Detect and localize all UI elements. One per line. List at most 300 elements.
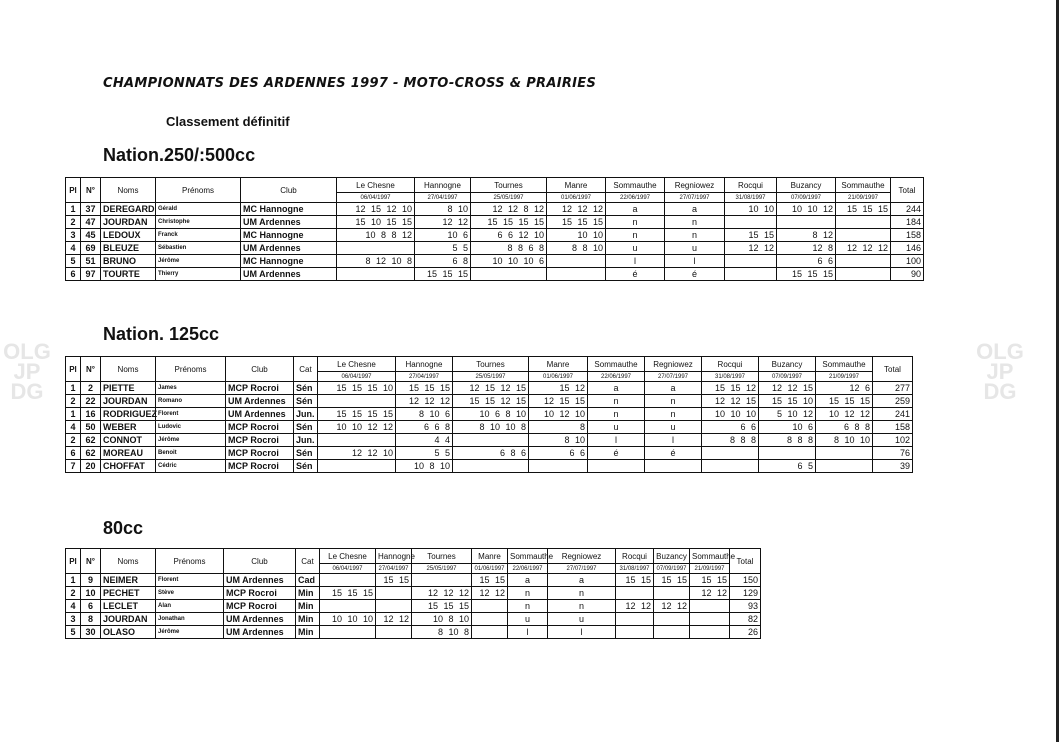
name-cell: JOURDAN: [101, 395, 156, 408]
column-header: Hannogne: [415, 178, 471, 193]
firstname-cell: Jonathan: [156, 613, 224, 626]
place-cell: 3: [66, 613, 81, 626]
number-cell: 20: [81, 460, 101, 473]
points-cell: a: [645, 382, 702, 395]
points-cell: [471, 268, 547, 281]
points-cell: 8 8 8: [759, 434, 816, 447]
document-subtitle: Classement définitif: [166, 114, 290, 129]
column-header: Noms: [101, 357, 156, 382]
column-header: Manre: [529, 357, 588, 372]
points-cell: [616, 587, 654, 600]
column-header: Total: [891, 178, 924, 203]
club-cell: UM Ardennes: [224, 626, 296, 639]
points-cell: [816, 460, 873, 473]
points-cell: [690, 626, 730, 639]
points-cell: 10 10: [547, 229, 606, 242]
total-cell: 146: [891, 242, 924, 255]
column-header: Pl: [66, 549, 81, 574]
column-header: Le Chesne: [318, 357, 396, 372]
points-cell: [690, 600, 730, 613]
number-cell: 45: [81, 229, 101, 242]
points-cell: [412, 574, 472, 587]
points-cell: 15 15 15 10: [318, 382, 396, 395]
firstname-cell: Florent: [156, 574, 224, 587]
event-date: 22/06/1997: [588, 372, 645, 382]
points-cell: [702, 460, 759, 473]
place-cell: 2: [66, 216, 81, 229]
points-cell: [547, 268, 606, 281]
points-cell: 15 15 15: [836, 203, 891, 216]
place-cell: 1: [66, 408, 81, 421]
points-cell: [588, 460, 645, 473]
place-cell: 4: [66, 242, 81, 255]
column-header: Tournes: [453, 357, 529, 372]
points-cell: a: [548, 574, 616, 587]
points-cell: n: [508, 600, 548, 613]
category-cell: Jun.: [294, 408, 318, 421]
number-cell: 37: [81, 203, 101, 216]
points-cell: [654, 626, 690, 639]
points-cell: 15 10 15 15: [337, 216, 415, 229]
name-cell: LEDOUX: [101, 229, 156, 242]
number-cell: 50: [81, 421, 101, 434]
points-cell: 15 15: [616, 574, 654, 587]
column-header: Sommauthe: [816, 357, 873, 372]
column-header: Cat: [296, 549, 320, 574]
name-cell: CHOFFAT: [101, 460, 156, 473]
firstname-cell: Romano: [156, 395, 226, 408]
category-cell: Sén: [294, 447, 318, 460]
place-cell: 3: [66, 229, 81, 242]
points-cell: 6 8 8: [816, 421, 873, 434]
points-cell: [320, 626, 376, 639]
points-cell: [318, 460, 396, 473]
place-cell: 4: [66, 600, 81, 613]
header-row: [66, 357, 913, 372]
points-cell: 8: [529, 421, 588, 434]
column-header: Hannogne: [376, 549, 412, 564]
club-cell: MC Hannogne: [241, 203, 337, 216]
points-cell: l: [548, 626, 616, 639]
points-cell: 15 15 15: [396, 382, 453, 395]
points-cell: [702, 447, 759, 460]
points-cell: 12 12: [616, 600, 654, 613]
name-cell: TOURTE: [101, 268, 156, 281]
points-cell: [472, 626, 508, 639]
column-header: Manre: [472, 549, 508, 564]
number-cell: 30: [81, 626, 101, 639]
points-cell: n: [606, 229, 665, 242]
points-cell: 12 12 12: [396, 395, 453, 408]
points-cell: 12 15 12 10: [337, 203, 415, 216]
points-cell: [836, 255, 891, 268]
club-cell: UM Ardennes: [224, 613, 296, 626]
total-cell: 76: [873, 447, 913, 460]
table-row: [66, 395, 913, 408]
event-date: 21/09/1997: [836, 193, 891, 203]
points-cell: 10 12 10: [529, 408, 588, 421]
points-cell: l: [645, 434, 702, 447]
name-cell: JOURDAN: [101, 613, 156, 626]
points-cell: 15 15 15: [816, 395, 873, 408]
points-cell: n: [548, 600, 616, 613]
results-table-125: [65, 356, 913, 473]
points-cell: 15 15: [472, 574, 508, 587]
points-cell: 12 12: [376, 613, 412, 626]
event-date: 22/06/1997: [508, 564, 548, 574]
points-cell: [453, 460, 529, 473]
column-header: Prénoms: [156, 178, 241, 203]
column-header: Sommauthe: [836, 178, 891, 193]
firstname-cell: Jérôme: [156, 255, 241, 268]
points-cell: 5 10 12: [759, 408, 816, 421]
column-header: Tournes: [471, 178, 547, 193]
points-cell: 8 10 8: [412, 626, 472, 639]
points-cell: 6 5: [759, 460, 816, 473]
points-cell: 15 12: [529, 382, 588, 395]
category-cell: Min: [296, 587, 320, 600]
points-cell: 12 12: [690, 587, 730, 600]
total-cell: 158: [873, 421, 913, 434]
number-cell: 62: [81, 447, 101, 460]
results-table-250-500: [65, 177, 924, 281]
total-cell: 241: [873, 408, 913, 421]
firstname-cell: Alan: [156, 600, 224, 613]
total-cell: 100: [891, 255, 924, 268]
name-cell: OLASO: [101, 626, 156, 639]
section-heading-80: 80cc: [103, 518, 144, 538]
points-cell: 12 12 15: [759, 382, 816, 395]
category-cell: Sén: [294, 421, 318, 434]
event-date: 25/05/1997: [412, 564, 472, 574]
points-cell: 6 6: [702, 421, 759, 434]
column-header: Prénoms: [156, 357, 226, 382]
name-cell: MOREAU: [101, 447, 156, 460]
points-cell: u: [508, 613, 548, 626]
points-cell: [759, 447, 816, 460]
points-cell: 15 15 15: [547, 216, 606, 229]
column-header: Buzancy: [777, 178, 836, 193]
column-header: Sommauthe: [508, 549, 548, 564]
column-header: Hannogne: [396, 357, 453, 372]
column-header: Buzancy: [654, 549, 690, 564]
table-row: [66, 203, 924, 216]
header-row: [66, 178, 924, 193]
points-cell: 15 15: [654, 574, 690, 587]
points-cell: é: [645, 447, 702, 460]
event-date: 06/04/1997: [318, 372, 396, 382]
points-cell: 15 15 12: [702, 382, 759, 395]
firstname-cell: Thierry: [156, 268, 241, 281]
table-row: [66, 613, 761, 626]
column-header: Club: [241, 178, 337, 203]
number-cell: 51: [81, 255, 101, 268]
points-cell: n: [645, 408, 702, 421]
points-cell: 12 6: [816, 382, 873, 395]
firstname-cell: Sébastien: [156, 242, 241, 255]
event-date: 27/04/1997: [415, 193, 471, 203]
points-cell: 8 10: [529, 434, 588, 447]
points-cell: 8 12 10 8: [337, 255, 415, 268]
points-cell: [777, 216, 836, 229]
number-cell: 22: [81, 395, 101, 408]
points-cell: 15 15: [725, 229, 777, 242]
points-cell: 8 8 10: [547, 242, 606, 255]
club-cell: UM Ardennes: [226, 395, 294, 408]
event-date: 27/07/1997: [645, 372, 702, 382]
event-date: 21/09/1997: [816, 372, 873, 382]
club-cell: MCP Rocroi: [226, 421, 294, 434]
club-cell: MC Hannogne: [241, 255, 337, 268]
number-cell: 10: [81, 587, 101, 600]
column-header: Manre: [547, 178, 606, 193]
points-cell: [472, 613, 508, 626]
place-cell: 2: [66, 587, 81, 600]
points-cell: 6 6: [777, 255, 836, 268]
number-cell: 9: [81, 574, 101, 587]
number-cell: 69: [81, 242, 101, 255]
points-cell: 8 12: [777, 229, 836, 242]
points-cell: 10 10 12 12: [318, 421, 396, 434]
points-cell: n: [588, 395, 645, 408]
category-cell: Sén: [294, 460, 318, 473]
event-date: 27/04/1997: [376, 564, 412, 574]
total-cell: 82: [730, 613, 761, 626]
category-cell: Min: [296, 626, 320, 639]
points-cell: 8 10: [415, 203, 471, 216]
table-row: [66, 626, 761, 639]
club-cell: MCP Rocroi: [226, 434, 294, 447]
points-cell: 10 10 12: [777, 203, 836, 216]
points-cell: 8 8 6 8: [471, 242, 547, 255]
name-cell: BLEUZE: [101, 242, 156, 255]
place-cell: 6: [66, 268, 81, 281]
name-cell: PECHET: [101, 587, 156, 600]
points-cell: 5 5: [396, 447, 453, 460]
club-cell: UM Ardennes: [241, 216, 337, 229]
points-cell: 12 12 12: [836, 242, 891, 255]
club-cell: UM Ardennes: [226, 408, 294, 421]
firstname-cell: Stève: [156, 587, 224, 600]
table-row: [66, 587, 761, 600]
points-cell: 6 6: [529, 447, 588, 460]
points-cell: 12 12 8 12: [471, 203, 547, 216]
column-header: Pl: [66, 178, 81, 203]
points-cell: 10 10: [725, 203, 777, 216]
event-date: 07/09/1997: [654, 564, 690, 574]
total-cell: 259: [873, 395, 913, 408]
total-cell: 102: [873, 434, 913, 447]
column-header: Le Chesne: [320, 549, 376, 564]
points-cell: l: [508, 626, 548, 639]
name-cell: WEBER: [101, 421, 156, 434]
column-header: Sommauthe: [588, 357, 645, 372]
event-date: 31/08/1997: [702, 372, 759, 382]
points-cell: 12 8: [777, 242, 836, 255]
points-cell: [529, 460, 588, 473]
table-row: [66, 268, 924, 281]
points-cell: [337, 268, 415, 281]
points-cell: [654, 613, 690, 626]
event-date: 01/06/1997: [547, 193, 606, 203]
table-row: [66, 229, 924, 242]
points-cell: l: [606, 255, 665, 268]
points-cell: u: [665, 242, 725, 255]
club-cell: UM Ardennes: [241, 268, 337, 281]
number-cell: 62: [81, 434, 101, 447]
column-header: Sommauthe: [690, 549, 730, 564]
place-cell: 5: [66, 255, 81, 268]
results-table-80: [65, 548, 761, 639]
points-cell: 12 12: [415, 216, 471, 229]
event-date: 01/06/1997: [529, 372, 588, 382]
table-row: [66, 600, 761, 613]
points-cell: 10 8 10: [412, 613, 472, 626]
category-cell: Jun.: [294, 434, 318, 447]
event-date: 31/08/1997: [725, 193, 777, 203]
points-cell: 15 15 15: [777, 268, 836, 281]
points-cell: [453, 434, 529, 447]
column-header: N°: [81, 549, 101, 574]
category-cell: Sén: [294, 395, 318, 408]
points-cell: [690, 613, 730, 626]
column-header: Rocqui: [616, 549, 654, 564]
category-cell: Min: [296, 600, 320, 613]
event-date: 25/05/1997: [453, 372, 529, 382]
column-header: Rocqui: [702, 357, 759, 372]
place-cell: 6: [66, 447, 81, 460]
points-cell: [376, 587, 412, 600]
table-row: [66, 460, 913, 473]
column-header: Pl: [66, 357, 81, 382]
points-cell: 10 6: [415, 229, 471, 242]
points-cell: 12 12: [725, 242, 777, 255]
club-cell: MCP Rocroi: [224, 600, 296, 613]
points-cell: 4 4: [396, 434, 453, 447]
points-cell: [725, 255, 777, 268]
place-cell: 2: [66, 395, 81, 408]
firstname-cell: Christophe: [156, 216, 241, 229]
event-date: 22/06/1997: [606, 193, 665, 203]
place-cell: 1: [66, 382, 81, 395]
points-cell: u: [645, 421, 702, 434]
total-cell: 184: [891, 216, 924, 229]
club-cell: MCP Rocroi: [224, 587, 296, 600]
points-cell: 10 10 10 6: [471, 255, 547, 268]
total-cell: 150: [730, 574, 761, 587]
event-date: 06/04/1997: [320, 564, 376, 574]
place-cell: 2: [66, 434, 81, 447]
column-header: N°: [81, 178, 101, 203]
points-cell: 15 15 15 15: [471, 216, 547, 229]
place-cell: 1: [66, 574, 81, 587]
points-cell: [547, 255, 606, 268]
total-cell: 158: [891, 229, 924, 242]
column-header: Noms: [101, 178, 156, 203]
name-cell: LECLET: [101, 600, 156, 613]
points-cell: 15 15: [376, 574, 412, 587]
total-cell: 277: [873, 382, 913, 395]
place-cell: 4: [66, 421, 81, 434]
name-cell: JOURDAN: [101, 216, 156, 229]
total-cell: 93: [730, 600, 761, 613]
event-date: 21/09/1997: [690, 564, 730, 574]
points-cell: n: [665, 216, 725, 229]
firstname-cell: Franck: [156, 229, 241, 242]
column-header: Le Chesne: [337, 178, 415, 193]
points-cell: 15 15 12 15: [453, 395, 529, 408]
points-cell: [376, 600, 412, 613]
watermark-2: OLG JP DG: [976, 339, 1024, 404]
points-cell: 8 10 6: [396, 408, 453, 421]
club-cell: MCP Rocroi: [226, 382, 294, 395]
points-cell: u: [548, 613, 616, 626]
table-row: [66, 574, 761, 587]
points-cell: n: [548, 587, 616, 600]
event-date: 27/07/1997: [665, 193, 725, 203]
points-cell: 12 12 10: [318, 447, 396, 460]
points-cell: 15 15 10: [759, 395, 816, 408]
column-header: Regniowez: [665, 178, 725, 193]
club-cell: MCP Rocroi: [226, 447, 294, 460]
points-cell: [836, 268, 891, 281]
column-header: Sommauthe: [606, 178, 665, 193]
points-cell: [645, 460, 702, 473]
points-cell: 12 12: [654, 600, 690, 613]
points-cell: 6 8: [415, 255, 471, 268]
table-row: [66, 447, 913, 460]
points-cell: l: [665, 255, 725, 268]
points-cell: 15 15 15: [320, 587, 376, 600]
points-cell: 10 6: [759, 421, 816, 434]
place-cell: 1: [66, 203, 81, 216]
points-cell: u: [588, 421, 645, 434]
number-cell: 2: [81, 382, 101, 395]
points-cell: n: [508, 587, 548, 600]
points-cell: 10 8 8 12: [337, 229, 415, 242]
column-header: Club: [224, 549, 296, 574]
name-cell: BRUNO: [101, 255, 156, 268]
header-row: [66, 549, 761, 564]
place-cell: 7: [66, 460, 81, 473]
category-cell: Cad: [296, 574, 320, 587]
points-cell: 8 8 8: [702, 434, 759, 447]
table-row: [66, 434, 913, 447]
club-cell: UM Ardennes: [224, 574, 296, 587]
total-cell: 129: [730, 587, 761, 600]
section-heading-125: Nation. 125cc: [103, 324, 220, 344]
firstname-cell: Jérôme: [156, 434, 226, 447]
table-row: [66, 255, 924, 268]
points-cell: [816, 447, 873, 460]
column-header: N°: [81, 357, 101, 382]
firstname-cell: Ludovic: [156, 421, 226, 434]
points-cell: 10 12 12: [816, 408, 873, 421]
points-cell: 12 12 12: [547, 203, 606, 216]
points-cell: 10 10 10: [702, 408, 759, 421]
points-cell: [320, 600, 376, 613]
number-cell: 16: [81, 408, 101, 421]
points-cell: 15 15 15: [412, 600, 472, 613]
table-row: [66, 408, 913, 421]
club-cell: MCP Rocroi: [226, 460, 294, 473]
table-row: [66, 242, 924, 255]
event-date: 01/06/1997: [472, 564, 508, 574]
points-cell: [725, 216, 777, 229]
category-cell: Sén: [294, 382, 318, 395]
points-cell: [318, 434, 396, 447]
points-cell: [472, 600, 508, 613]
